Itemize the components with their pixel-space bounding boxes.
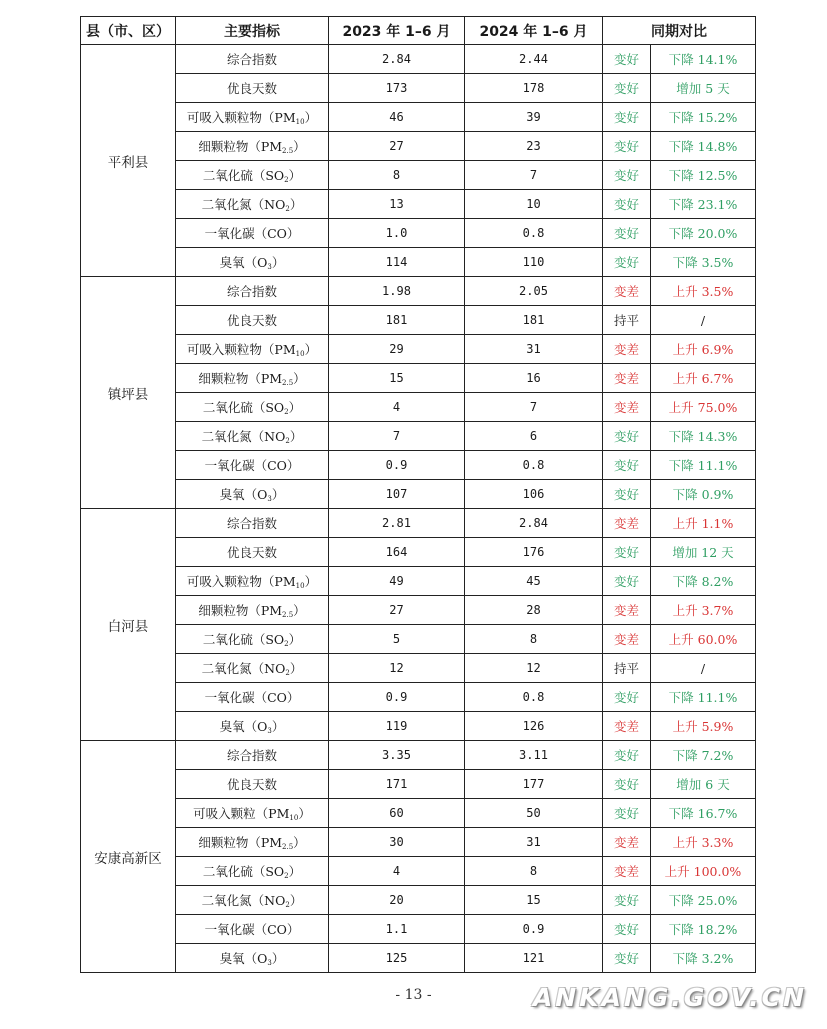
indicator-label: 可吸入颗粒（PM <box>193 806 290 821</box>
header-compare: 同期对比 <box>603 17 756 45</box>
value-2024: 2.84 <box>465 509 603 538</box>
value-2023: 0.9 <box>329 451 465 480</box>
indicator-cell <box>176 596 329 625</box>
table-row <box>81 915 756 944</box>
indicator-suffix: ） <box>289 661 303 676</box>
indicator-label: 可吸入颗粒物（PM <box>186 574 296 589</box>
indicator-subscript: 10 <box>295 350 305 358</box>
trend-label: 持平 <box>603 306 651 335</box>
change-value: 下降 12.5% <box>651 161 756 190</box>
header-2023: 2023 年 1–6 月 <box>329 17 465 45</box>
indicator-label: 细颗粒物（PM <box>198 371 283 386</box>
indicator-label: 细颗粒物（PM <box>198 139 283 154</box>
page-number: - 13 - <box>395 987 432 1003</box>
change-value: 上升 60.0% <box>651 625 756 654</box>
indicator-subscript: 2 <box>284 176 289 184</box>
change-value: 上升 3.5% <box>651 277 756 306</box>
county-name: 安康高新区 <box>81 741 176 973</box>
indicator-label: 综合指数 <box>226 52 277 67</box>
indicator-suffix: ） <box>289 197 303 212</box>
indicator-label: 细颗粒物（PM <box>198 835 283 850</box>
indicator-cell <box>176 828 329 857</box>
value-2023: 1.0 <box>329 219 465 248</box>
indicator-cell <box>176 306 329 335</box>
change-value: / <box>651 306 756 335</box>
trend-label: 变好 <box>603 567 651 596</box>
indicator-subscript: 2 <box>285 901 290 909</box>
indicator-label: 二氧化硫（SO <box>202 864 285 879</box>
change-value: 上升 6.7% <box>651 364 756 393</box>
value-2024: 12 <box>465 654 603 683</box>
value-2024: 7 <box>465 161 603 190</box>
value-2023: 60 <box>329 799 465 828</box>
table-row <box>81 277 756 306</box>
table-body <box>81 45 756 973</box>
value-2024: 0.8 <box>465 451 603 480</box>
change-value: 下降 11.1% <box>651 451 756 480</box>
indicator-label: 一氧化碳（CO） <box>204 226 300 241</box>
indicator-subscript: 10 <box>289 814 299 822</box>
value-2023: 107 <box>329 480 465 509</box>
value-2024: 3.11 <box>465 741 603 770</box>
indicator-cell <box>176 683 329 712</box>
indicator-label: 一氧化碳（CO） <box>204 922 300 937</box>
trend-label: 变好 <box>603 799 651 828</box>
change-value: 下降 16.7% <box>651 799 756 828</box>
indicator-cell <box>176 277 329 306</box>
table-row <box>81 335 756 364</box>
county-name: 镇坪县 <box>81 277 176 509</box>
indicator-suffix: ） <box>271 487 285 502</box>
value-2024: 7 <box>465 393 603 422</box>
value-2024: 8 <box>465 857 603 886</box>
value-2024: 15 <box>465 886 603 915</box>
value-2024: 110 <box>465 248 603 277</box>
indicator-cell <box>176 422 329 451</box>
indicator-cell <box>176 161 329 190</box>
change-value: 下降 14.3% <box>651 422 756 451</box>
value-2024: 126 <box>465 712 603 741</box>
value-2023: 29 <box>329 335 465 364</box>
indicator-label: 优良天数 <box>226 81 277 96</box>
header-indicator: 主要指标 <box>176 17 329 45</box>
change-value: 下降 11.1% <box>651 683 756 712</box>
indicator-subscript: 2.5 <box>282 843 294 851</box>
value-2023: 114 <box>329 248 465 277</box>
value-2023: 164 <box>329 538 465 567</box>
indicator-label: 二氧化氮（NO <box>201 197 286 212</box>
indicator-label: 综合指数 <box>226 516 277 531</box>
table-row <box>81 741 756 770</box>
indicator-cell <box>176 886 329 915</box>
table-row <box>81 886 756 915</box>
value-2023: 20 <box>329 886 465 915</box>
value-2024: 178 <box>465 74 603 103</box>
value-2023: 12 <box>329 654 465 683</box>
indicator-label: 臭氧（O <box>219 719 268 734</box>
value-2023: 7 <box>329 422 465 451</box>
indicator-cell <box>176 712 329 741</box>
table-header <box>81 17 756 45</box>
table-row <box>81 944 756 973</box>
change-value: 下降 0.9% <box>651 480 756 509</box>
indicator-label: 优良天数 <box>226 313 277 328</box>
trend-label: 变好 <box>603 103 651 132</box>
indicator-cell <box>176 132 329 161</box>
table-row <box>81 306 756 335</box>
indicator-cell <box>176 915 329 944</box>
change-value: 下降 3.5% <box>651 248 756 277</box>
indicator-cell <box>176 45 329 74</box>
change-value: 上升 5.9% <box>651 712 756 741</box>
indicator-cell <box>176 799 329 828</box>
table-row <box>81 248 756 277</box>
indicator-label: 综合指数 <box>226 748 277 763</box>
value-2023: 27 <box>329 596 465 625</box>
value-2023: 0.9 <box>329 683 465 712</box>
indicator-cell <box>176 770 329 799</box>
value-2024: 0.8 <box>465 219 603 248</box>
change-value: 上升 100.0% <box>651 857 756 886</box>
value-2024: 177 <box>465 770 603 799</box>
table-row <box>81 828 756 857</box>
indicator-cell <box>176 451 329 480</box>
indicator-label: 臭氧（O <box>219 487 268 502</box>
value-2024: 0.8 <box>465 683 603 712</box>
value-2023: 13 <box>329 190 465 219</box>
value-2023: 15 <box>329 364 465 393</box>
value-2023: 1.98 <box>329 277 465 306</box>
change-value: 下降 15.2% <box>651 103 756 132</box>
value-2023: 171 <box>329 770 465 799</box>
indicator-subscript: 3 <box>267 959 272 967</box>
indicator-suffix: ） <box>293 835 306 850</box>
value-2024: 50 <box>465 799 603 828</box>
indicator-suffix: ） <box>293 371 306 386</box>
trend-label: 变好 <box>603 74 651 103</box>
table-row <box>81 161 756 190</box>
change-value: 下降 3.2% <box>651 944 756 973</box>
air-quality-table <box>80 16 756 973</box>
value-2023: 173 <box>329 74 465 103</box>
indicator-subscript: 10 <box>295 582 305 590</box>
value-2023: 3.35 <box>329 741 465 770</box>
value-2024: 45 <box>465 567 603 596</box>
indicator-subscript: 3 <box>267 495 272 503</box>
indicator-label: 综合指数 <box>226 284 277 299</box>
indicator-cell <box>176 335 329 364</box>
change-value: 下降 8.2% <box>651 567 756 596</box>
value-2024: 106 <box>465 480 603 509</box>
county-name: 白河县 <box>81 509 176 741</box>
indicator-subscript: 2 <box>285 669 290 677</box>
indicator-cell <box>176 625 329 654</box>
table-row <box>81 422 756 451</box>
value-2024: 8 <box>465 625 603 654</box>
change-value: 下降 20.0% <box>651 219 756 248</box>
value-2024: 23 <box>465 132 603 161</box>
value-2024: 31 <box>465 828 603 857</box>
indicator-suffix: ） <box>271 255 285 270</box>
indicator-cell <box>176 103 329 132</box>
table-row <box>81 74 756 103</box>
table-row <box>81 509 756 538</box>
change-value: 上升 1.1% <box>651 509 756 538</box>
change-value: 上升 6.9% <box>651 335 756 364</box>
indicator-label: 二氧化氮（NO <box>201 661 286 676</box>
indicator-cell <box>176 567 329 596</box>
indicator-label: 臭氧（O <box>219 951 268 966</box>
value-2024: 16 <box>465 364 603 393</box>
indicator-cell <box>176 654 329 683</box>
value-2024: 28 <box>465 596 603 625</box>
indicator-suffix: ） <box>293 603 306 618</box>
table-row <box>81 364 756 393</box>
indicator-label: 可吸入颗粒物（PM <box>186 110 296 125</box>
trend-label: 持平 <box>603 654 651 683</box>
value-2023: 119 <box>329 712 465 741</box>
indicator-subscript: 10 <box>295 118 305 126</box>
change-value: 增加 6 天 <box>651 770 756 799</box>
indicator-subscript: 2 <box>284 872 289 880</box>
trend-label: 变好 <box>603 944 651 973</box>
indicator-suffix: ） <box>293 139 306 154</box>
value-2023: 181 <box>329 306 465 335</box>
change-value: 下降 7.2% <box>651 741 756 770</box>
table-row <box>81 770 756 799</box>
indicator-subscript: 2 <box>284 408 289 416</box>
trend-label: 变好 <box>603 161 651 190</box>
table-row <box>81 799 756 828</box>
change-value: 上升 3.7% <box>651 596 756 625</box>
trend-label: 变好 <box>603 45 651 74</box>
trend-label: 变好 <box>603 741 651 770</box>
trend-label: 变差 <box>603 335 651 364</box>
county-name: 平利县 <box>81 45 176 277</box>
trend-label: 变差 <box>603 393 651 422</box>
value-2023: 30 <box>329 828 465 857</box>
trend-label: 变好 <box>603 915 651 944</box>
indicator-suffix: ） <box>304 342 318 357</box>
indicator-subscript: 2 <box>285 205 290 213</box>
change-value: 增加 12 天 <box>651 538 756 567</box>
table-row <box>81 712 756 741</box>
indicator-cell <box>176 74 329 103</box>
value-2024: 0.9 <box>465 915 603 944</box>
indicator-subscript: 2.5 <box>282 379 294 387</box>
value-2024: 181 <box>465 306 603 335</box>
trend-label: 变差 <box>603 625 651 654</box>
indicator-label: 细颗粒物（PM <box>198 603 283 618</box>
table-row <box>81 567 756 596</box>
indicator-suffix: ） <box>289 893 303 908</box>
trend-label: 变好 <box>603 451 651 480</box>
indicator-suffix: ） <box>288 632 302 647</box>
indicator-cell <box>176 538 329 567</box>
value-2023: 1.1 <box>329 915 465 944</box>
trend-label: 变差 <box>603 509 651 538</box>
site-watermark: ANKANG.GOV.CN <box>532 983 807 1012</box>
table-row <box>81 103 756 132</box>
indicator-label: 一氧化碳（CO） <box>204 458 300 473</box>
value-2023: 27 <box>329 132 465 161</box>
change-value: 下降 14.1% <box>651 45 756 74</box>
table-row <box>81 393 756 422</box>
table-row <box>81 654 756 683</box>
indicator-subscript: 2.5 <box>282 611 294 619</box>
change-value: 下降 23.1% <box>651 190 756 219</box>
indicator-label: 臭氧（O <box>219 255 268 270</box>
header-2024: 2024 年 1–6 月 <box>465 17 603 45</box>
table-row <box>81 451 756 480</box>
value-2024: 31 <box>465 335 603 364</box>
table-row <box>81 857 756 886</box>
indicator-cell <box>176 190 329 219</box>
value-2024: 39 <box>465 103 603 132</box>
value-2024: 121 <box>465 944 603 973</box>
table-row <box>81 45 756 74</box>
change-value: 下降 14.8% <box>651 132 756 161</box>
trend-label: 变好 <box>603 132 651 161</box>
change-value: 下降 18.2% <box>651 915 756 944</box>
trend-label: 变好 <box>603 480 651 509</box>
header-county: 县（市、区） <box>81 17 176 45</box>
change-value: 上升 75.0% <box>651 393 756 422</box>
change-value: 下降 25.0% <box>651 886 756 915</box>
indicator-label: 二氧化氮（NO <box>201 429 286 444</box>
trend-label: 变差 <box>603 857 651 886</box>
trend-label: 变好 <box>603 683 651 712</box>
value-2023: 4 <box>329 857 465 886</box>
indicator-subscript: 3 <box>267 727 272 735</box>
trend-label: 变差 <box>603 364 651 393</box>
change-value: 增加 5 天 <box>651 74 756 103</box>
indicator-suffix: ） <box>289 429 303 444</box>
trend-label: 变好 <box>603 770 651 799</box>
indicator-suffix: ） <box>288 864 302 879</box>
value-2024: 6 <box>465 422 603 451</box>
indicator-suffix: ） <box>288 400 302 415</box>
indicator-cell <box>176 480 329 509</box>
indicator-suffix: ） <box>304 110 318 125</box>
indicator-cell <box>176 248 329 277</box>
indicator-label: 可吸入颗粒物（PM <box>186 342 296 357</box>
indicator-cell <box>176 219 329 248</box>
indicator-label: 二氧化硫（SO <box>202 168 285 183</box>
value-2023: 125 <box>329 944 465 973</box>
value-2024: 176 <box>465 538 603 567</box>
table-row <box>81 219 756 248</box>
trend-label: 变差 <box>603 712 651 741</box>
trend-label: 变好 <box>603 219 651 248</box>
indicator-suffix: ） <box>288 168 302 183</box>
table-row <box>81 683 756 712</box>
indicator-cell <box>176 393 329 422</box>
table-row <box>81 538 756 567</box>
change-value: / <box>651 654 756 683</box>
trend-label: 变好 <box>603 422 651 451</box>
indicator-suffix: ） <box>271 719 285 734</box>
table-row <box>81 132 756 161</box>
trend-label: 变好 <box>603 248 651 277</box>
trend-label: 变好 <box>603 190 651 219</box>
table-row <box>81 480 756 509</box>
value-2024: 10 <box>465 190 603 219</box>
table-row <box>81 190 756 219</box>
indicator-cell <box>176 509 329 538</box>
indicator-label: 优良天数 <box>226 545 277 560</box>
value-2023: 2.84 <box>329 45 465 74</box>
indicator-subscript: 2 <box>284 640 289 648</box>
trend-label: 变差 <box>603 828 651 857</box>
indicator-cell <box>176 944 329 973</box>
trend-label: 变好 <box>603 886 651 915</box>
indicator-suffix: ） <box>271 951 285 966</box>
value-2023: 8 <box>329 161 465 190</box>
indicator-label: 二氧化硫（SO <box>202 400 285 415</box>
trend-label: 变差 <box>603 596 651 625</box>
value-2024: 2.05 <box>465 277 603 306</box>
indicator-cell <box>176 857 329 886</box>
value-2024: 2.44 <box>465 45 603 74</box>
indicator-suffix: ） <box>304 574 318 589</box>
indicator-label: 二氧化硫（SO <box>202 632 285 647</box>
table-row <box>81 625 756 654</box>
indicator-subscript: 2.5 <box>282 147 294 155</box>
value-2023: 4 <box>329 393 465 422</box>
trend-label: 变好 <box>603 538 651 567</box>
value-2023: 49 <box>329 567 465 596</box>
value-2023: 46 <box>329 103 465 132</box>
indicator-subscript: 3 <box>267 263 272 271</box>
indicator-subscript: 2 <box>285 437 290 445</box>
value-2023: 5 <box>329 625 465 654</box>
indicator-label: 一氧化碳（CO） <box>204 690 300 705</box>
table-row <box>81 596 756 625</box>
indicator-suffix: ） <box>298 806 311 821</box>
indicator-label: 二氧化氮（NO <box>201 893 286 908</box>
indicator-cell <box>176 741 329 770</box>
value-2023: 2.81 <box>329 509 465 538</box>
indicator-label: 优良天数 <box>226 777 277 792</box>
indicator-cell <box>176 364 329 393</box>
trend-label: 变差 <box>603 277 651 306</box>
change-value: 上升 3.3% <box>651 828 756 857</box>
